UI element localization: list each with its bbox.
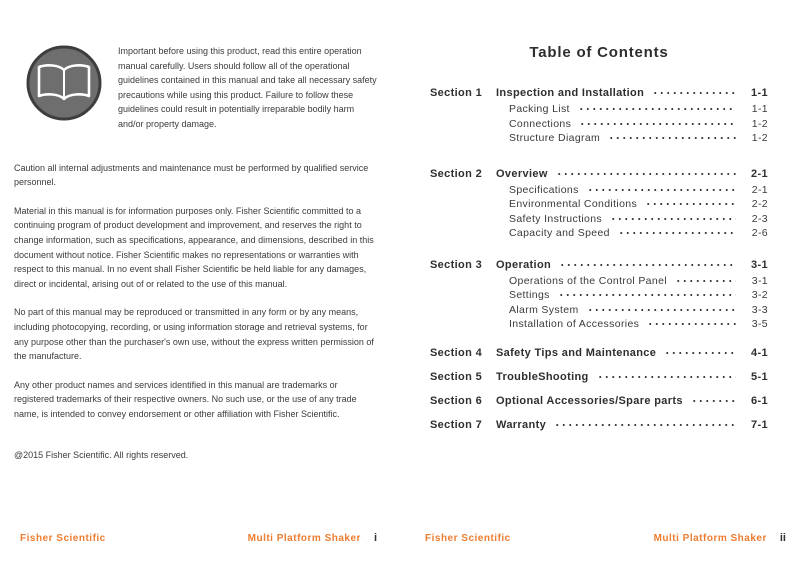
toc-entry-label: Section 5	[430, 370, 483, 383]
toc-entry	[430, 226, 768, 241]
toc-dot-leader	[597, 368, 736, 386]
toc-dot-leader	[558, 288, 736, 303]
toc-entry-section-3	[430, 256, 768, 274]
toc-entry-label: Section 6	[430, 394, 483, 407]
toc-entry-title: TroubleShooting	[496, 370, 589, 383]
toc-list	[430, 84, 768, 434]
toc-dot-leader	[691, 392, 736, 410]
toc-dot-leader	[608, 131, 736, 146]
toc-entry-page: 3-1	[751, 258, 768, 271]
toc-entry-title: Safety Instructions	[509, 212, 603, 225]
toc-entry-section-6	[430, 392, 768, 410]
toc-entry-title: Overview	[496, 167, 548, 180]
toc-entry	[430, 212, 768, 227]
footer-product-group	[248, 532, 377, 544]
toc-entry-title: Operation	[496, 258, 552, 271]
toc-entry-title: Connections	[509, 117, 572, 130]
toc-entry-title: Environmental Conditions	[509, 198, 638, 210]
toc-entry-page: 3-5	[751, 318, 768, 330]
toc-entry-page: 7-1	[751, 418, 768, 431]
copyright-line: @2015 Fisher Scientific. All rights reserved.	[14, 450, 189, 461]
toc-entry-title: Specifications	[509, 183, 579, 196]
toc-entry-page: 1-2	[751, 117, 768, 130]
toc-entry-title: Optional Accessories/Spare parts	[496, 394, 683, 407]
toc-dot-leader	[587, 303, 736, 318]
toc-entry-section-1	[430, 84, 768, 102]
toc-dot-leader	[647, 317, 736, 332]
toc-dot-leader	[618, 226, 736, 241]
manual-left-page	[14, 44, 380, 463]
toc-entry-page: 1-2	[751, 132, 768, 144]
footer-right-page	[425, 532, 786, 544]
toc-dot-leader	[579, 117, 736, 132]
toc-entry	[430, 274, 768, 289]
toc-dot-leader	[554, 416, 736, 434]
toc-entry-title: Structure Diagram	[509, 132, 601, 144]
toc-entry-section-7	[430, 416, 768, 434]
toc-entry-title: Operations of the Control Panel	[509, 274, 667, 287]
toc-title: Table of Contents	[529, 44, 669, 61]
toc-entry-label: Section 7	[430, 418, 483, 431]
toc-entry-title: Inspection and Installation	[496, 87, 645, 99]
footer-brand: Fisher Scientific	[20, 533, 106, 544]
footer-product-group	[654, 532, 786, 544]
toc-entry-page: 2-2	[751, 198, 768, 210]
disclaimer-paragraph: Material in this manual is for information purposes only. Fisher Scientific committed to a continuing program of product development and improvement, and reserves the right to change information, such as specifications, appearance, and dimensions, described in this document without notice. Fisher Scientific makes no representations or warranties with respect to this manual. In no event shall Fisher Scientific be held liable for any damages, direct or incidental, arising out of or related to the use of this manual.	[14, 205, 374, 289]
toc-entry-page: 2-1	[751, 167, 768, 180]
toc-entry-page: 3-1	[751, 274, 768, 287]
toc-entry-title: Safety Tips and Maintenance	[496, 346, 657, 359]
manual-right-page	[430, 44, 768, 434]
toc-entry-label: Section 3	[430, 258, 483, 271]
toc-entry	[430, 288, 768, 303]
toc-dot-leader	[587, 183, 736, 198]
trademark-paragraph: Any other product names and services identified in this manual are trademarks or registered trademarks of their respective owners. No such use, or the use of any trade name, is intended to convey endorsement or other affiliation with Fisher Scientific.	[14, 379, 357, 419]
footer-product: Multi Platform Shaker	[247, 533, 361, 544]
toc-entry-page: 6-1	[751, 394, 768, 407]
toc-entry	[430, 303, 768, 318]
toc-entry-page: 3-2	[751, 289, 768, 301]
toc-entry-section-5	[430, 368, 768, 386]
toc-entry	[430, 197, 768, 212]
footer-left-page	[20, 532, 377, 544]
toc-entry	[430, 183, 768, 198]
toc-entry-page: 5-1	[751, 370, 768, 383]
toc-dot-leader	[578, 102, 736, 117]
caution-paragraph: Caution all internal adjustments and maintenance must be performed by qualified service personnel.	[14, 162, 369, 188]
toc-entry-page: 2-3	[751, 212, 768, 225]
toc-entry-page: 2-1	[751, 183, 768, 196]
toc-entry	[430, 131, 768, 146]
toc-entry-label: Section 1	[430, 87, 483, 99]
toc-dot-leader	[675, 274, 736, 289]
footer-page-number: i	[373, 532, 377, 544]
reproduction-paragraph: No part of this manual may be reproduced or transmitted in any form or by any means, including photocopying, recording, or using information storage and retrieval systems, for any purpose other than the purchaser's own use, without the express written permission of the manufacture.	[14, 307, 374, 362]
footer-brand: Fisher Scientific	[425, 533, 511, 544]
toc-dot-leader	[610, 212, 736, 227]
toc-entry-title: Capacity and Speed	[509, 227, 610, 239]
toc-dot-leader	[645, 197, 736, 212]
toc-entry-section-2	[430, 165, 768, 183]
toc-entry	[430, 102, 768, 117]
toc-entry-title: Warranty	[496, 418, 547, 431]
notice-paragraph: Important before using this product, read this entire operation manual carefully. Users should follow all of the operational guidelines contained in this manual and take all necessary safety precautions while using this product. Failure to follow these guidelines could result in potentially irreparable bodily harm and/or property damage.	[118, 46, 377, 129]
toc-entry-page: 1-1	[751, 103, 768, 115]
toc-dot-leader	[652, 84, 736, 102]
notice-block	[14, 44, 380, 132]
toc-entry-label: Section 4	[430, 346, 483, 359]
toc-entry-label: Section 2	[430, 167, 483, 180]
toc-dot-leader	[559, 256, 736, 274]
toc-entry-section-4	[430, 344, 768, 362]
toc-dot-leader	[664, 344, 736, 362]
footer-page-number: ii	[779, 532, 786, 544]
toc-entry-page: 3-3	[751, 303, 768, 316]
footer-product: Multi Platform Shaker	[653, 533, 767, 544]
toc-entry	[430, 317, 768, 332]
open-book-icon	[25, 44, 103, 132]
toc-entry-page: 2-6	[751, 227, 768, 239]
toc-entry-page: 1-1	[751, 87, 768, 99]
toc-dot-leader	[556, 165, 736, 183]
toc-entry-page: 4-1	[751, 346, 768, 359]
toc-entry-title: Packing List	[509, 103, 570, 115]
toc-entry-title: Settings	[509, 289, 550, 301]
toc-entry	[430, 117, 768, 132]
toc-entry-title: Installation of Accessories	[509, 318, 640, 330]
toc-entry-title: Alarm System	[509, 303, 579, 316]
